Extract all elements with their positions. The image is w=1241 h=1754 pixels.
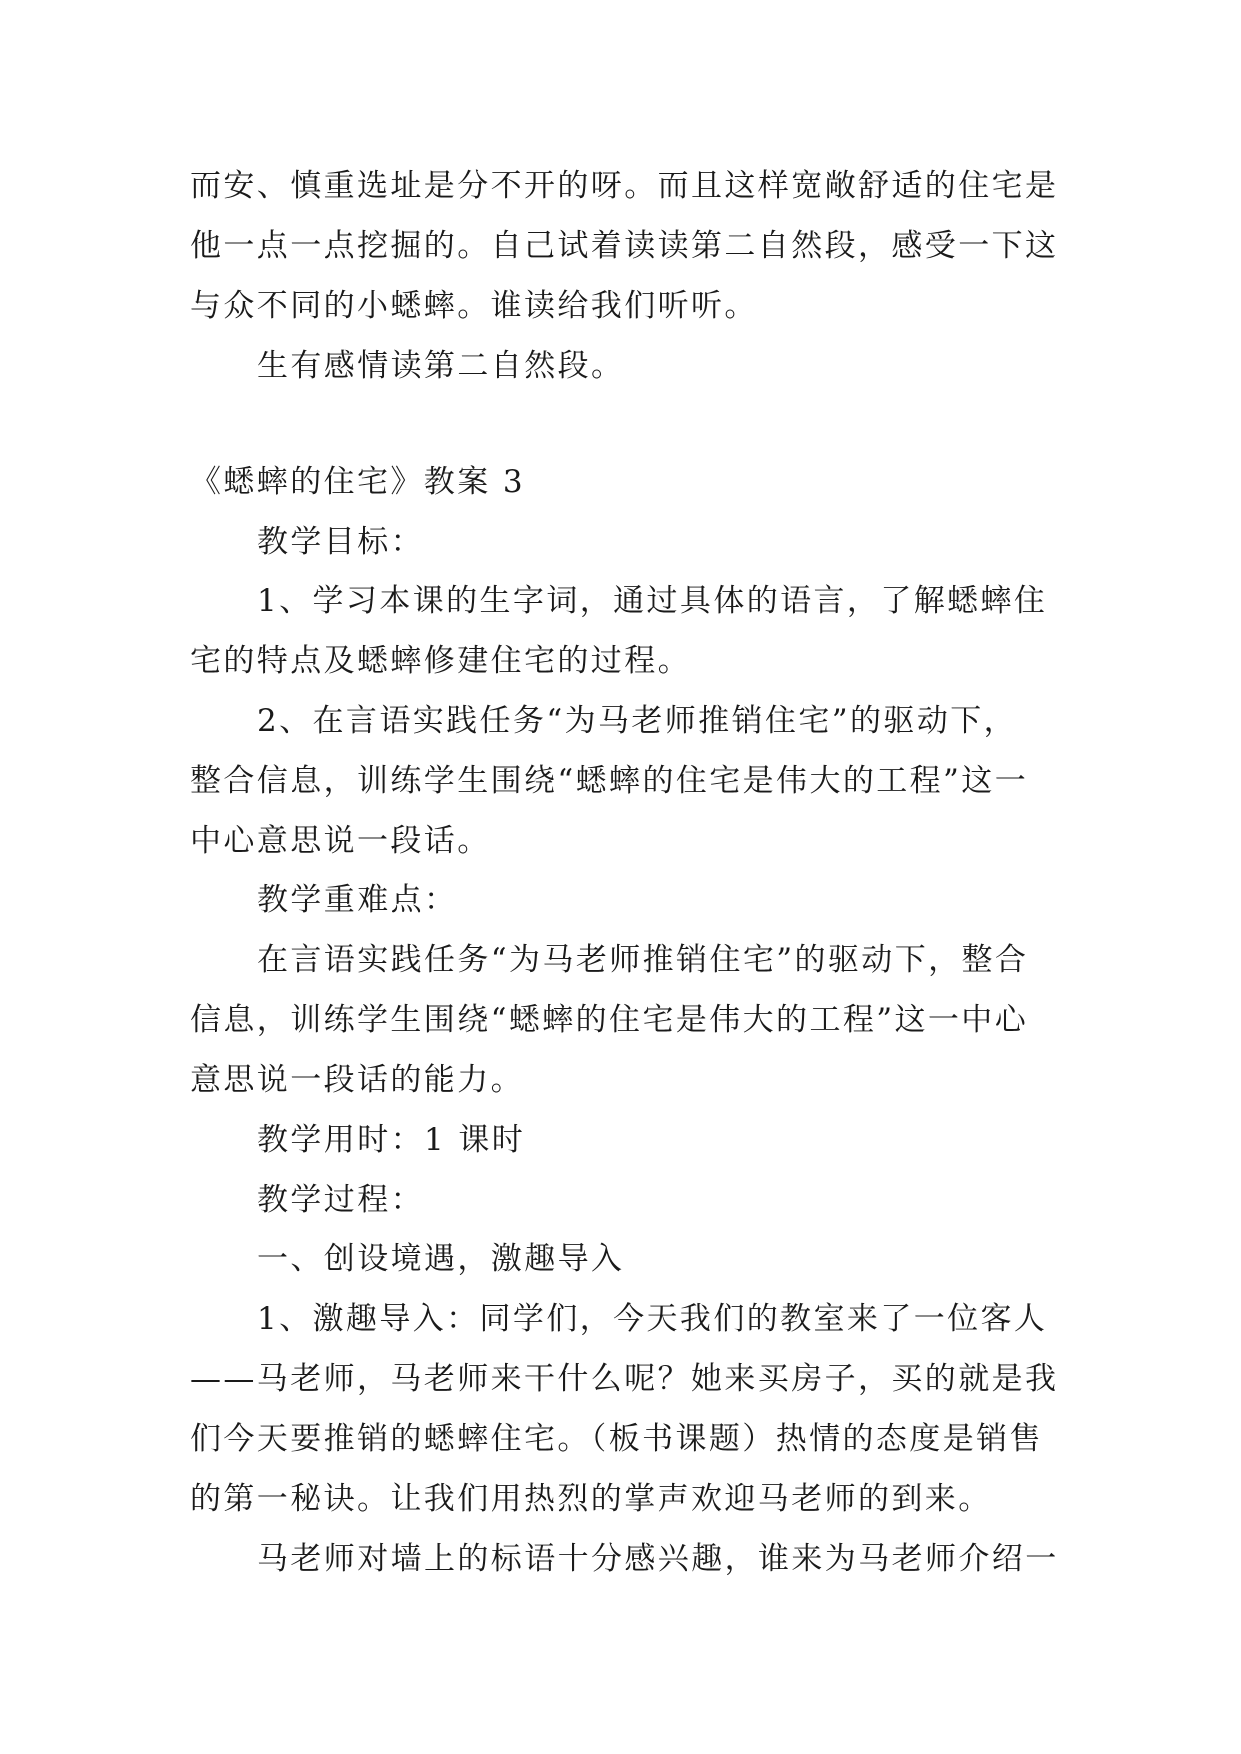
paragraph-line: 中心意思说一段话。	[190, 823, 491, 859]
section-title: 《蟋蟀的住宅》教案 3	[190, 464, 525, 500]
paragraph-line: 在言语实践任务“为马老师推销住宅”的驱动下，整合	[257, 942, 1029, 978]
paragraph-line: 1、激趣导入：同学们，今天我们的教室来了一位客人	[257, 1301, 1048, 1337]
paragraph-line: 而安、慎重选址是分不开的呀。而且这样宽敞舒适的住宅是	[190, 168, 1059, 204]
paragraph-line: 意思说一段话的能力。	[190, 1062, 524, 1098]
paragraph-line: 的第一秘诀。让我们用热烈的掌声欢迎马老师的到来。	[190, 1481, 992, 1517]
paragraph-line: ——马老师，马老师来干什么呢？她来买房子，买的就是我	[190, 1361, 1059, 1397]
paragraph-line: 整合信息，训练学生围绕“蟋蟀的住宅是伟大的工程”这一	[190, 763, 1029, 799]
paragraph-line: 他一点一点挖掘的。自己试着读读第二自然段，感受一下这	[190, 228, 1059, 264]
paragraph-line: 教学用时：1 课时	[257, 1122, 526, 1158]
paragraph-line: 信息，训练学生围绕“蟋蟀的住宅是伟大的工程”这一中心	[190, 1002, 1029, 1038]
paragraph-line: 1、学习本课的生字词，通过具体的语言，了解蟋蟀住	[257, 583, 1048, 619]
paragraph-line: 宅的特点及蟋蟀修建住宅的过程。	[190, 643, 691, 679]
section-heading: 教学目标：	[257, 524, 424, 560]
section-heading: 教学过程：	[257, 1182, 424, 1218]
paragraph-line: 生有感情读第二自然段。	[257, 348, 625, 384]
paragraph-line: 马老师对墙上的标语十分感兴趣，谁来为马老师介绍一	[257, 1541, 1059, 1577]
paragraph-line: 们今天要推销的蟋蟀住宅。（板书课题）热情的态度是销售	[190, 1421, 1043, 1457]
paragraph-line: 与众不同的小蟋蟀。谁读给我们听听。	[190, 288, 758, 324]
section-heading: 教学重难点：	[257, 882, 458, 918]
paragraph-line: 一、创设境遇，激趣导入	[257, 1241, 625, 1277]
paragraph-line: 2、在言语实践任务“为马老师推销住宅”的驱动下，	[257, 703, 1018, 739]
